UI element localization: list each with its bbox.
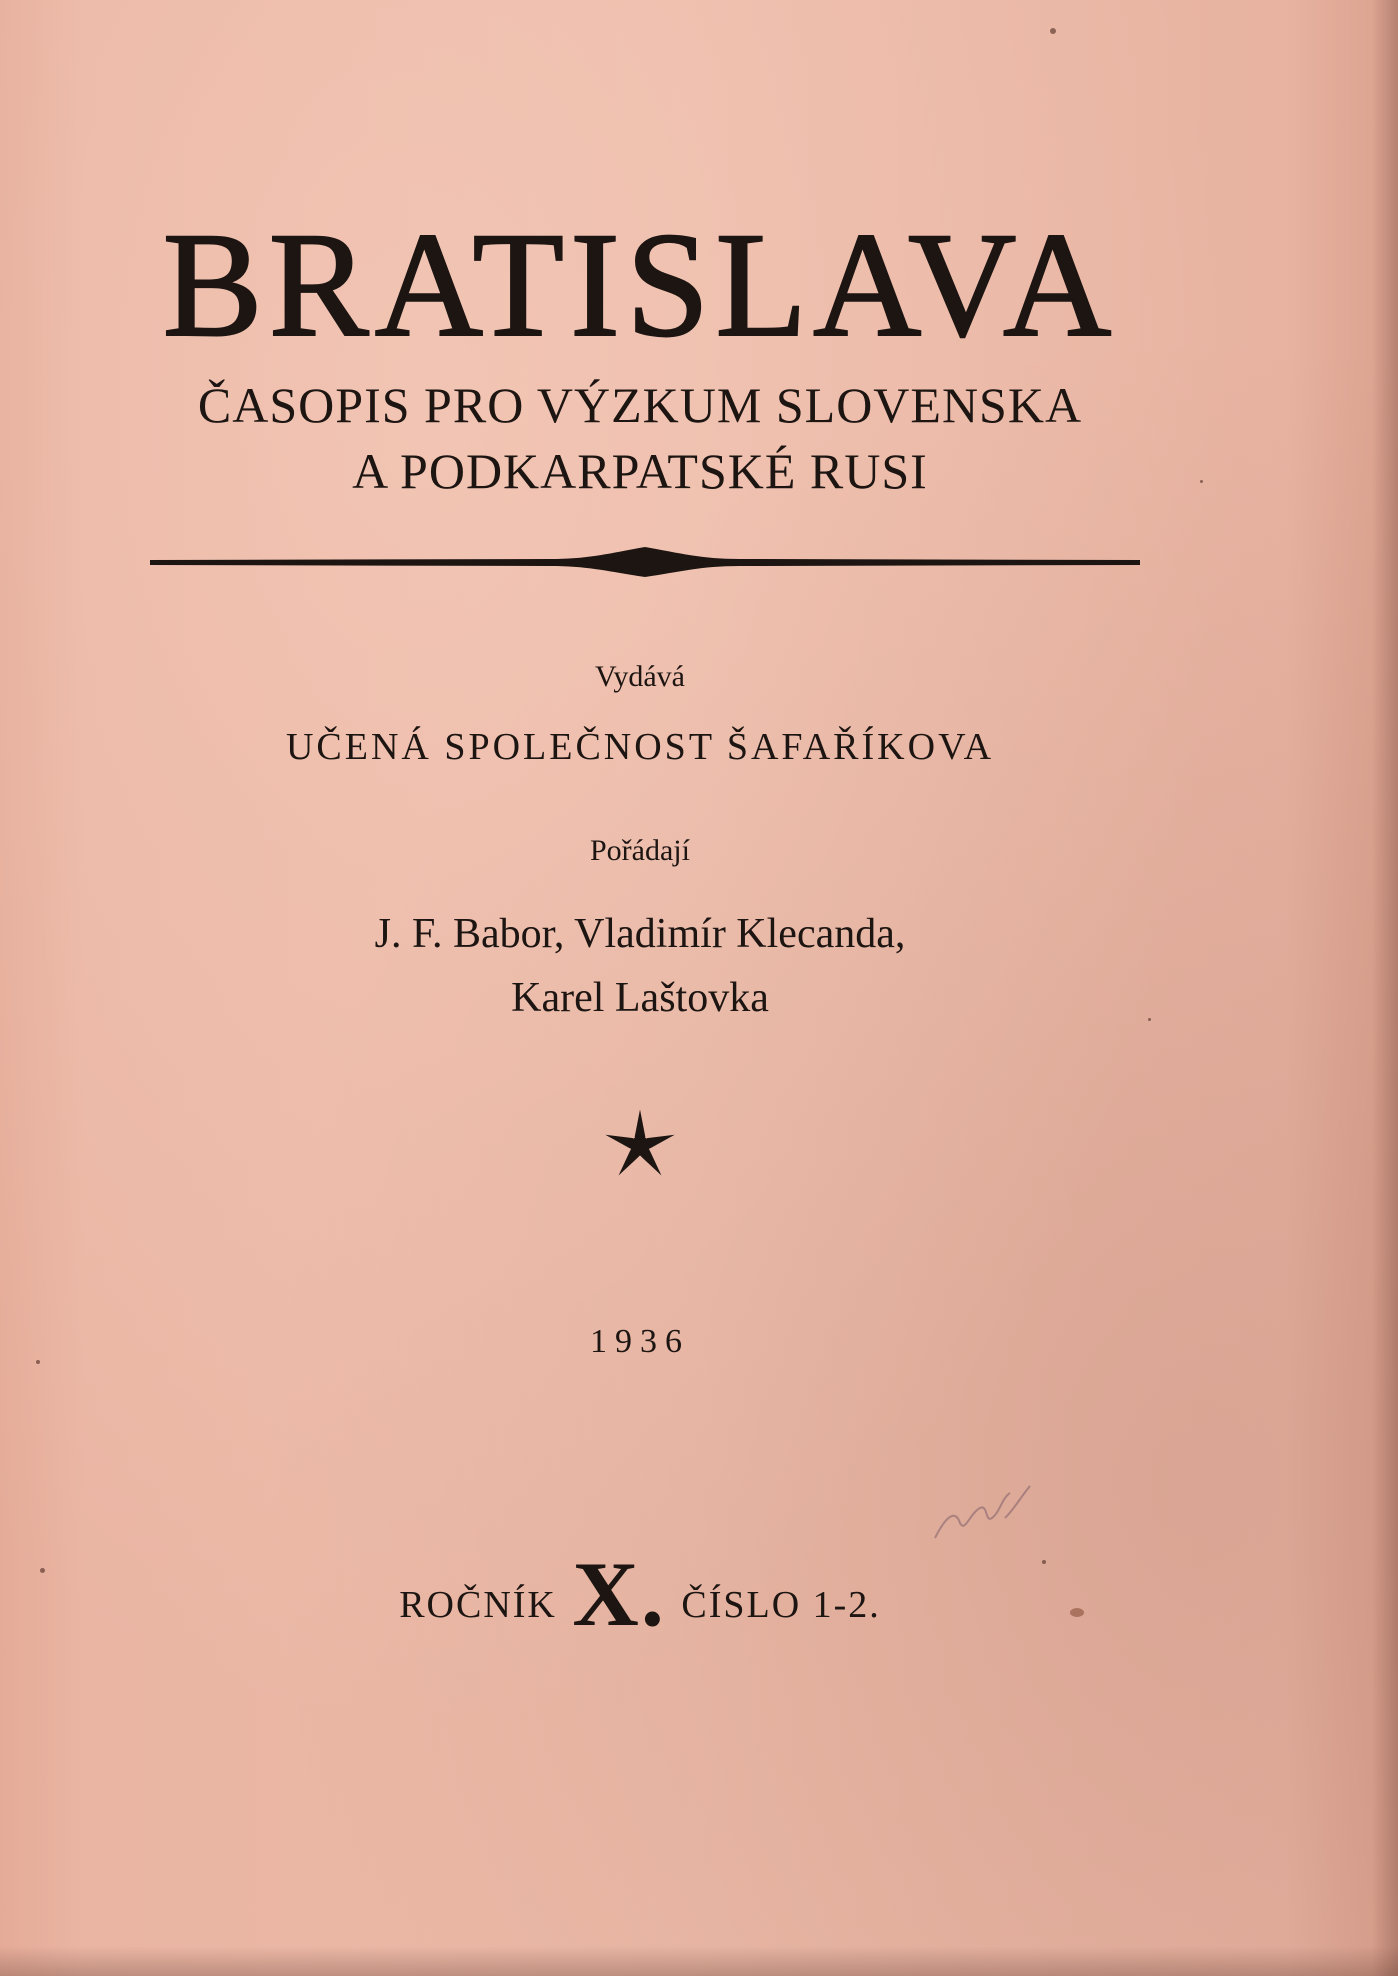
paper-speck [1200,480,1203,483]
editors-label: Pořádají [590,834,690,867]
decorative-rule [150,545,1140,579]
issue-label: ČÍSLO 1-2. [681,1584,881,1626]
volume-number: X. [572,1543,666,1645]
paper-speck [1042,1560,1046,1564]
star-ornament-icon [602,1108,678,1184]
paper-speck [1070,1608,1084,1617]
editors [60,902,1220,1030]
paper-speck [40,1568,45,1573]
publisher-label: Vydává [595,660,685,693]
issue-line [60,1543,1220,1645]
volume-label: ROČNÍK [399,1584,557,1626]
journal-subtitle [60,372,1220,504]
publisher-name: UČENÁ SPOLEČNOST ŠAFAŘÍKOVA [285,726,995,768]
paper-edge-shadow [1372,0,1398,1976]
journal-title: BRATISLAVA [162,202,1118,368]
editors-line-1: J. F. Babor, Vladimír Klecanda, [374,911,906,957]
editors-line-2: Karel Laštovka [511,975,769,1021]
paper-speck [1050,28,1056,34]
paper-speck [1148,1018,1151,1021]
subtitle-line-2: A PODKARPATSKÉ RUSI [352,443,928,499]
paper-edge-shadow-bottom [0,1946,1398,1976]
subtitle-line-1: ČASOPIS PRO VÝZKUM SLOVENSKA [197,377,1083,433]
pencil-mark-icon [930,1478,1040,1548]
publication-year: 1936 [590,1323,690,1360]
paper-speck [36,1360,40,1364]
